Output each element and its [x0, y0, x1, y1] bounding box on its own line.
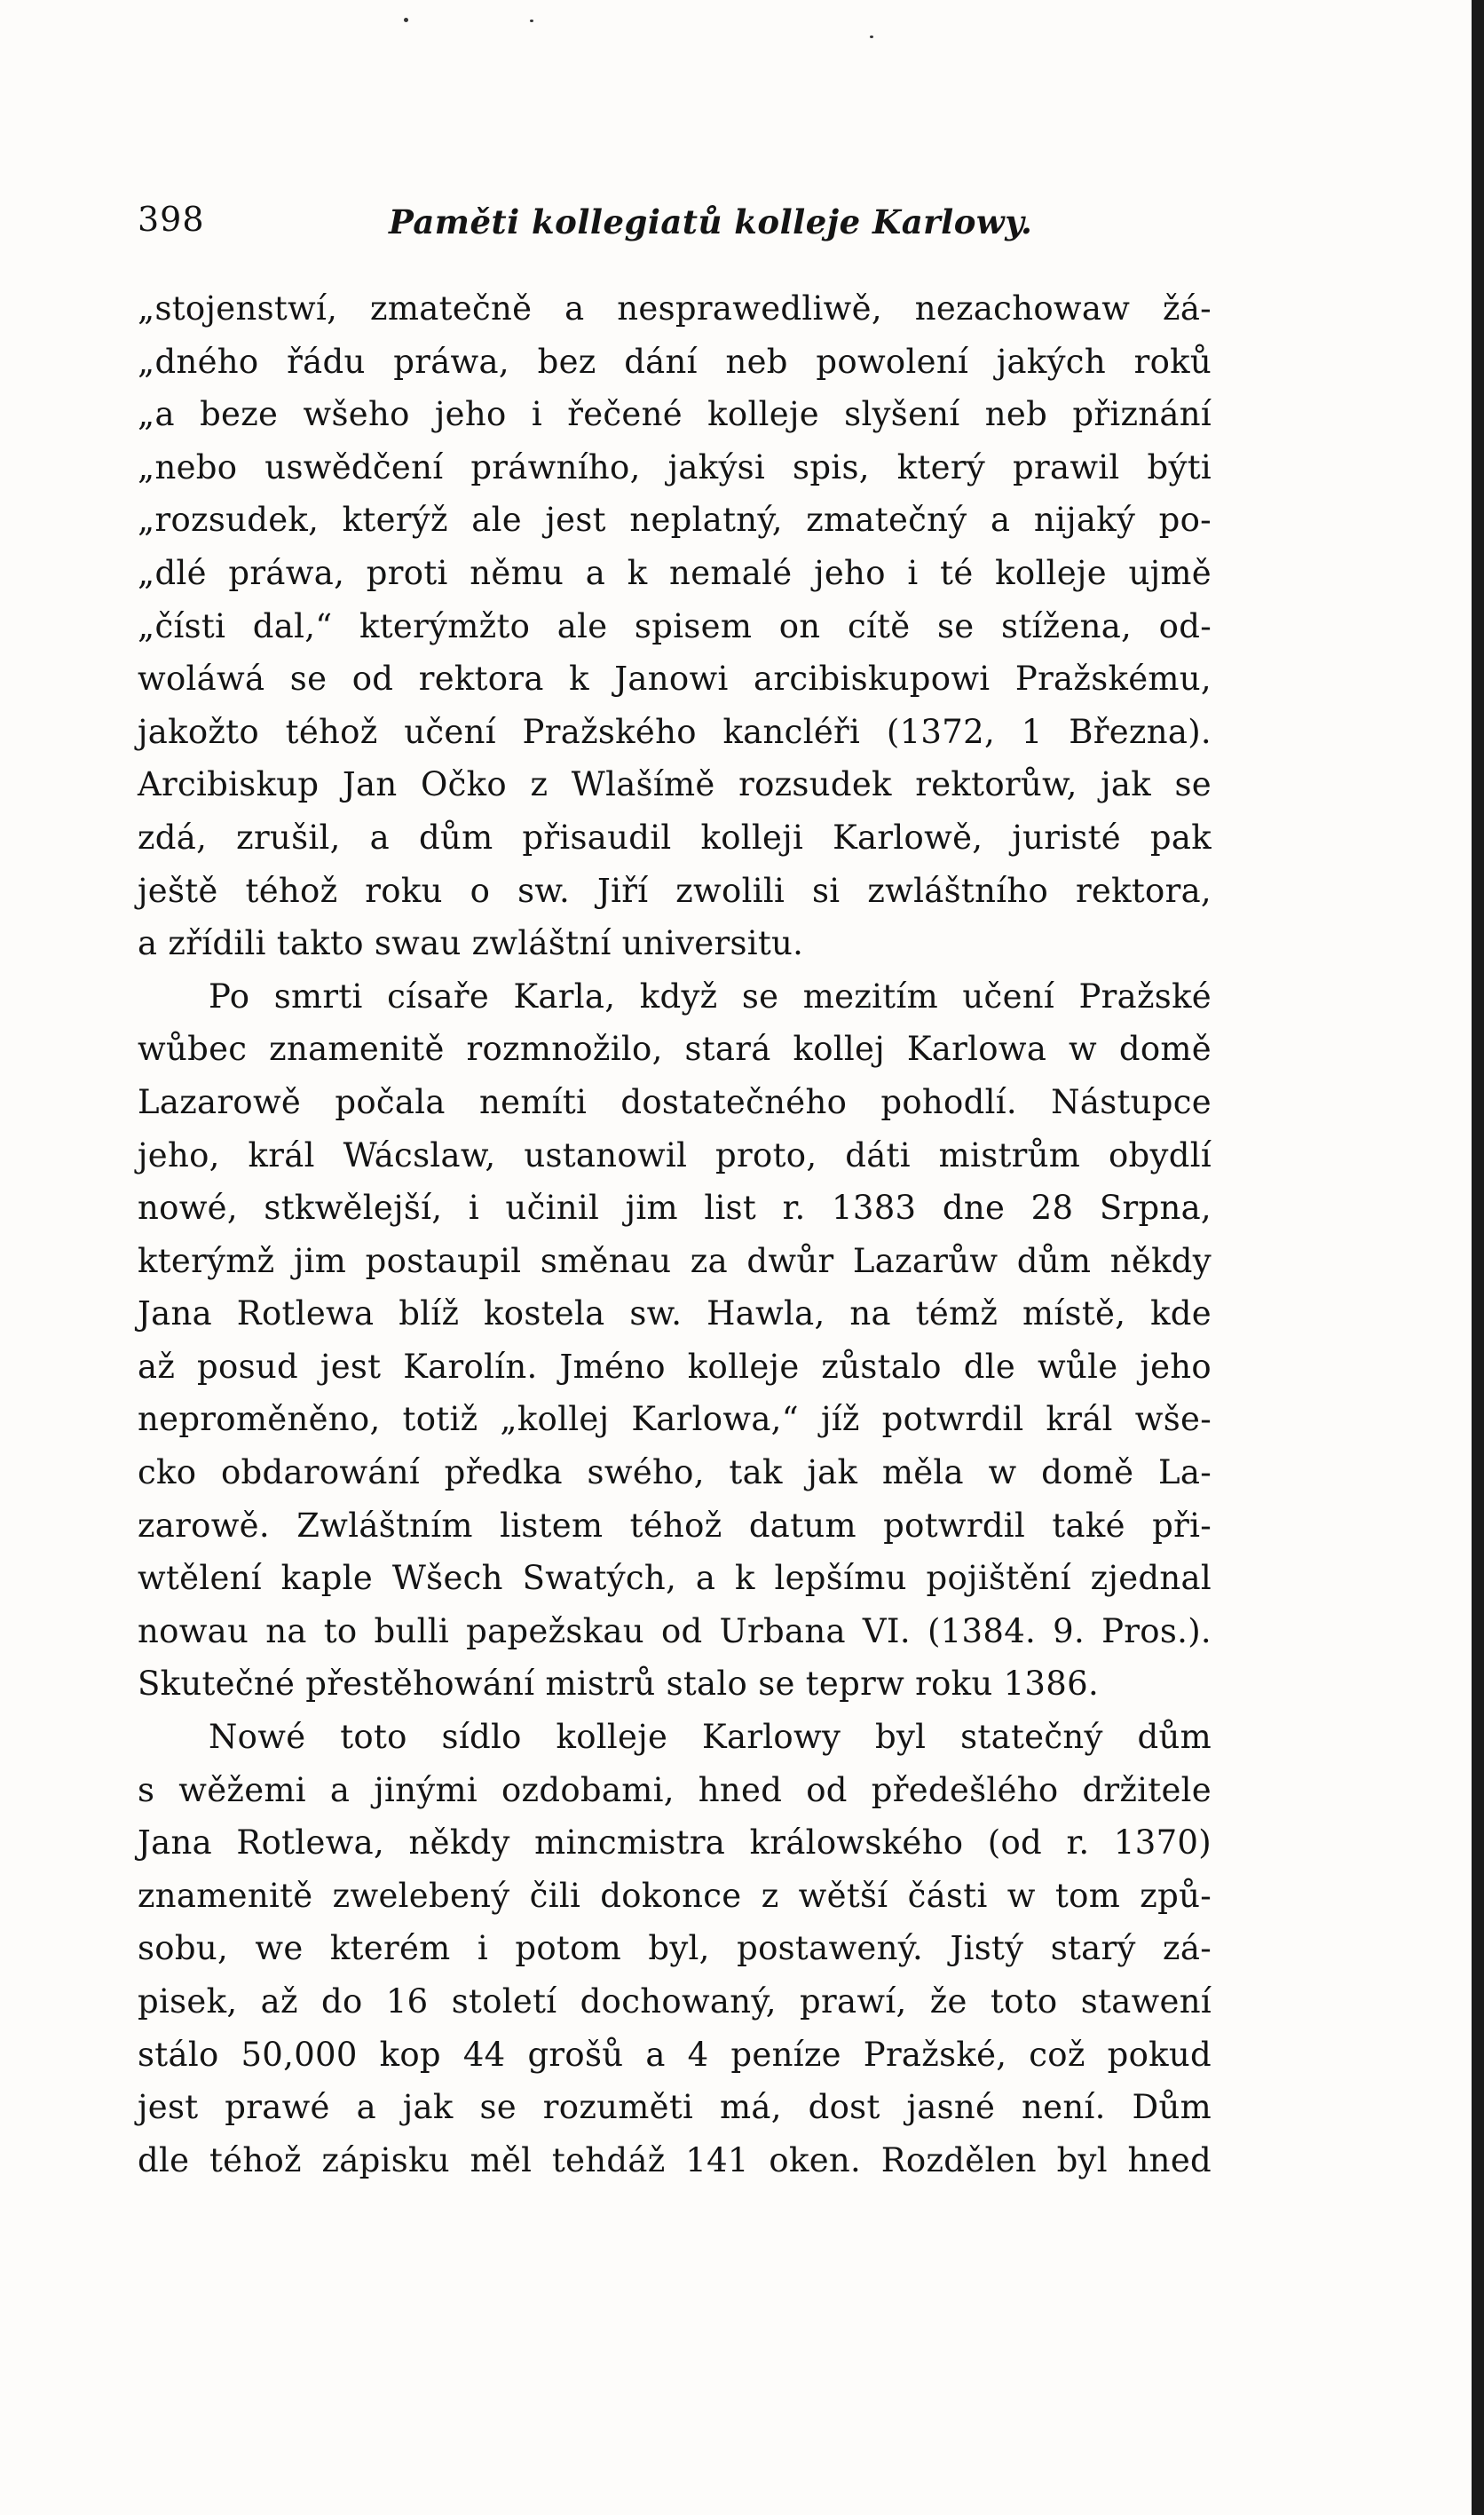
- text-line: nowau na to bulli papežskau od Urbana VI. (1384. 9. Pros.).: [138, 1611, 1212, 1650]
- page-number: 398: [138, 200, 205, 239]
- text-line: wůbec znamenitě rozmnožilo, stará kollej Karlowa w domě: [138, 1030, 1212, 1069]
- text-line: zarowě. Zwláštním listem téhož datum potwrdil také při-: [138, 1506, 1212, 1545]
- text-line: Arcibiskup Jan Očko z Wlašímě rozsudek rektorůw, jak se: [138, 765, 1212, 804]
- text-line: Skutečné přestěhowání mistrů stalo se teprw roku 1386.: [138, 1665, 1100, 1704]
- text-line: wtělení kaple Wšech Swatých, a k lepšímu pojištění zjednal: [138, 1559, 1212, 1598]
- text-line: stálo 50,000 kop 44 grošů a 4 peníze Pražské, což pokud: [138, 2035, 1212, 2074]
- text-line: „stojenstwí, zmatečně a nesprawedliwě, nezachowaw žá-: [138, 289, 1212, 328]
- scan-spot: [530, 20, 533, 22]
- scan-page-edge: [1472, 0, 1484, 2515]
- text-line: Jana Rotlewa, někdy mincmistra králowského (od r. 1370): [138, 1823, 1212, 1863]
- text-line: kterýmž jim postaupil směnau za dwůr Lazarůw dům někdy: [138, 1241, 1212, 1280]
- text-line: ještě téhož roku o sw. Jiří zwolili si zwláštního rektora,: [138, 871, 1212, 910]
- text-line: a zřídili takto swau zwláštní universitu.: [138, 924, 804, 963]
- scan-spot: [404, 18, 408, 22]
- text-line: dle téhož zápisku měl tehdáž 141 oken. Rozdělen byl hned: [138, 2140, 1212, 2179]
- text-line: „dného řádu práwa, bez dání neb powolení jakých roků: [138, 342, 1212, 381]
- text-line: s wěžemi a jinými ozdobami, hned od předešlého držitele: [138, 1770, 1212, 1809]
- text-line: Nowé toto sídlo kolleje Karlowy byl statečný dům: [209, 1718, 1212, 1757]
- text-line: jakožto téhož učení Pražského kancléři (1372, 1 Března).: [138, 712, 1212, 751]
- text-line: woláwá se od rektora k Janowi arcibiskupowi Pražskému,: [138, 660, 1212, 699]
- text-line: nowé, stkwělejší, i učinil jim list r. 1383 dne 28 Srpna,: [138, 1189, 1212, 1228]
- scan-spot: [870, 36, 873, 38]
- text-line: pisek, až do 16 století dochowaný, prawí, že toto stawení: [138, 1982, 1212, 2021]
- running-title: Paměti kollegiatů kolleje Karlowy.: [389, 202, 1033, 241]
- text-line: až posud jest Karolín. Jméno kolleje zůstalo dle wůle jeho: [138, 1347, 1212, 1386]
- text-line: znamenitě zwelebený čili dokonce z wětší části w tom způ-: [138, 1876, 1212, 1915]
- text-line: „rozsudek, kterýž ale jest neplatný, zmatečný a nijaký po-: [138, 501, 1212, 540]
- text-line: „nebo uswědčení práwního, jakýsi spis, který prawil býti: [138, 447, 1212, 486]
- text-line: Lazarowě počala nemíti dostatečného pohodlí. Nástupce: [138, 1082, 1212, 1121]
- text-line: „a beze wšeho jeho i řečené kolleje slyšení neb přiznání: [138, 395, 1212, 434]
- text-line: cko obdarowání předka swého, tak jak měla w domě La-: [138, 1453, 1212, 1492]
- text-line: „čísti dal,“ kterýmžto ale spisem on cítě se stížena, od-: [138, 606, 1212, 645]
- text-line: sobu, we kterém i potom byl, postawený. Jistý starý zá-: [138, 1929, 1212, 1968]
- scan-top-marks: [0, 0, 1484, 36]
- body-text: [138, 282, 1212, 2187]
- text-line: zdá, zrušil, a dům přisaudil kolleji Karlowě, juristé pak: [138, 818, 1212, 857]
- text-line: jest prawé a jak se rozuměti má, dost jasné není. Dům: [138, 2088, 1212, 2127]
- text-line: Jana Rotlewa blíž kostela sw. Hawla, na témž místě, kde: [138, 1294, 1212, 1333]
- text-line: „dlé práwa, proti němu a k nemalé jeho i té kolleje ujmě: [138, 553, 1212, 592]
- page-header: [138, 200, 1203, 253]
- text-line: neproměněno, totiž „kollej Karlowa,“ jíž potwrdil král wše-: [138, 1400, 1212, 1439]
- text-line: jeho, král Wácslaw, ustanowil proto, dáti mistrům obydlí: [138, 1135, 1212, 1174]
- text-line: Po smrti císaře Karla, když se mezitím učení Pražské: [209, 977, 1212, 1016]
